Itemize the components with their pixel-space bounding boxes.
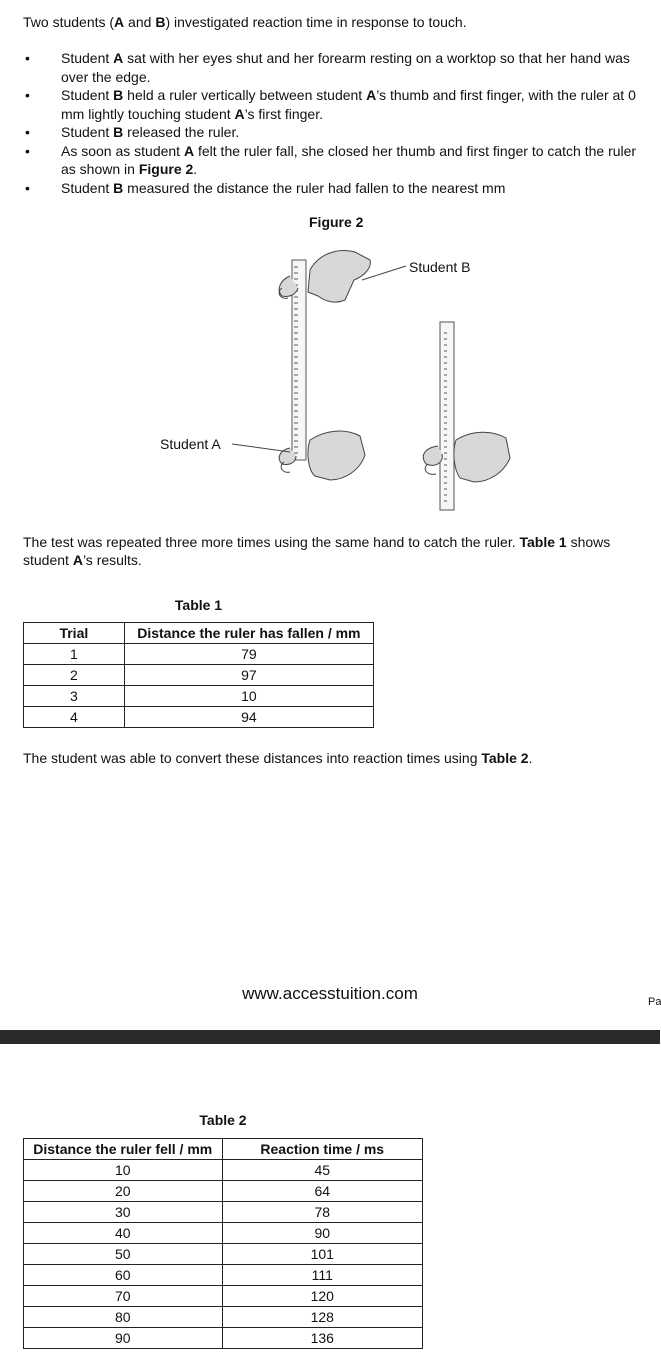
table-cell: 50 [24,1244,223,1265]
table-cell: 128 [222,1307,423,1328]
table-cell: 90 [222,1223,423,1244]
table-cell: 78 [222,1202,423,1223]
method-list [23,49,653,197]
table-cell: 136 [222,1328,423,1349]
conversion-table [23,1138,423,1349]
list-item: • Student B held a ruler vertically between student A’s thumb and first finger, with the ruler at 0 mm lightly touching student A’s first finger. [25,87,636,122]
table-cell: 90 [24,1328,223,1349]
list-item: • Student B measured the distance the ruler had fallen to the nearest mm [25,179,506,196]
table-cell: 10 [24,1160,223,1181]
table-cell: 20 [24,1181,223,1202]
table-row [24,1223,423,1244]
table-cell: 45 [222,1160,423,1181]
table-cell: 94 [124,707,373,728]
conversion-text: The student was able to convert these distances into reaction times using Table 2. [23,750,533,766]
table-cell: 40 [24,1223,223,1244]
hand-student-a-caught [423,432,510,482]
table-cell: 101 [222,1244,423,1265]
results-table [23,622,374,728]
table-row [24,644,374,665]
table-cell: 4 [24,707,125,728]
column-header: Distance the ruler fell / mm [24,1139,223,1160]
table-cell: 3 [24,686,125,707]
ruler-drop-illustration [150,240,530,520]
intro-text: Two students (A and B) investigated reaction time in response to touch. [23,14,467,30]
table-row [24,1244,423,1265]
table-row [24,686,374,707]
table-row [24,1181,423,1202]
table-row [24,1202,423,1223]
page-number-fragment: Pa [648,996,661,1008]
table-row [24,1265,423,1286]
list-item: • Student B released the ruler. [25,124,240,140]
table-cell: 64 [222,1181,423,1202]
table-row [24,1286,423,1307]
column-header: Reaction time / ms [222,1139,423,1160]
table-cell: 120 [222,1286,423,1307]
table-cell: 79 [124,644,373,665]
table-cell: 70 [24,1286,223,1307]
table-row [24,665,374,686]
website-footer: www.accesstuition.com [242,984,418,1003]
ruler-right [440,322,454,510]
table2-caption: Table 2 [199,1112,247,1128]
label-student-b: Student B [409,259,471,275]
table1-caption: Table 1 [174,597,223,613]
table-cell: 1 [24,644,125,665]
table-cell: 97 [124,665,373,686]
column-header: Trial [24,623,125,644]
figure-title: Figure 2 [309,214,364,230]
results-intro-text: The test was repeated three more times using the same hand to catch the ruler. Table 1 shows student A’s results. [23,534,611,568]
table-cell: 30 [24,1202,223,1223]
label-student-a: Student A [160,436,221,452]
column-header: Distance the ruler has fallen / mm [124,623,373,644]
list-item: • Student A sat with her eyes shut and her forearm resting on a worktop so that her hand was over the edge. [25,50,630,85]
table-row [24,707,374,728]
table-cell: 80 [24,1307,223,1328]
table-cell: 111 [222,1265,423,1286]
table-header-row [24,623,374,644]
table-row [24,1307,423,1328]
list-item: • As soon as student A felt the ruler fall, she closed her thumb and first finger to catch the ruler as shown in Figure 2. [25,142,637,177]
table-cell: 10 [124,686,373,707]
page-break-bar [0,1030,660,1044]
table-row [24,1328,423,1349]
table-header-row [24,1139,423,1160]
table-cell: 60 [24,1265,223,1286]
table-cell: 2 [24,665,125,686]
table-row [24,1160,423,1181]
leader-line-a [232,444,290,452]
